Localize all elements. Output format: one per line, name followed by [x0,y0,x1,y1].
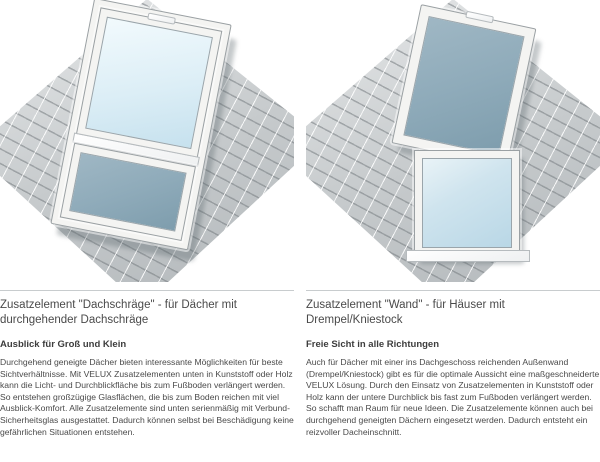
wall-element-sill [406,250,530,262]
page-title-left: Zusatzelement "Dachschräge" - für Dächer mit durchgehender Dachschräge [0,299,237,326]
divider-left [0,290,294,291]
page-title-right: Zusatzelement "Wand" - für Häuser mit Drempel/Kniestock [306,299,505,326]
wall-element-assembly [414,150,534,270]
upper-sash-glass [85,17,213,150]
column-right [306,0,600,462]
divider-right [306,290,600,291]
roof-window-wand-illustration [306,0,600,282]
body-text-right: Auch für Dächer mit einer ins Dachgeschoss reichenden Außenwand (Drempel/Kniestock) gibt es für die optimale Aussicht eine maßgeschneiderte VELUX Lösung. Durch den Einsatz von Zusatzelementen in Kunststoff oder Holz kann der untere Durchblick bis fast zum Fußboden verlängert werden. So schafft man Raum für neue Ideen. Die Zusatzelemente können auch bei durchgehend geneigten Dächern eingesetzt werden. Dadurch entsteht ein reizvoller Dacheinschnitt. [306,357,600,437]
column-left [0,0,294,462]
subtitle-left: Ausblick für Groß und Klein [0,339,127,350]
subtitle-right: Freie Sicht in alle Richtungen [306,339,440,350]
roof-window-dachschraege-illustration [0,0,294,282]
wall-element-glass [422,158,512,248]
body-text-left: Durchgehend geneigte Dächer bieten interessante Möglichkeiten für beste Sichtverhältnisse. Mit VELUX Zusatzelementen unten in Kunststoff oder Holz kann die Licht- und Durchblickfläche bis zum Fußboden verlängert werden. So entstehen großzügige Glasflächen, die bis zum Boden reichen mit viel Ausblick-Komfort. Alle Zusatzelemente sind unten serienmäßig mit Verbund-Sicherheitsglas ausgestattet. Dadurch können selbst bei Beschädigung keine gefährlichen Situationen entstehen. [0,357,294,437]
